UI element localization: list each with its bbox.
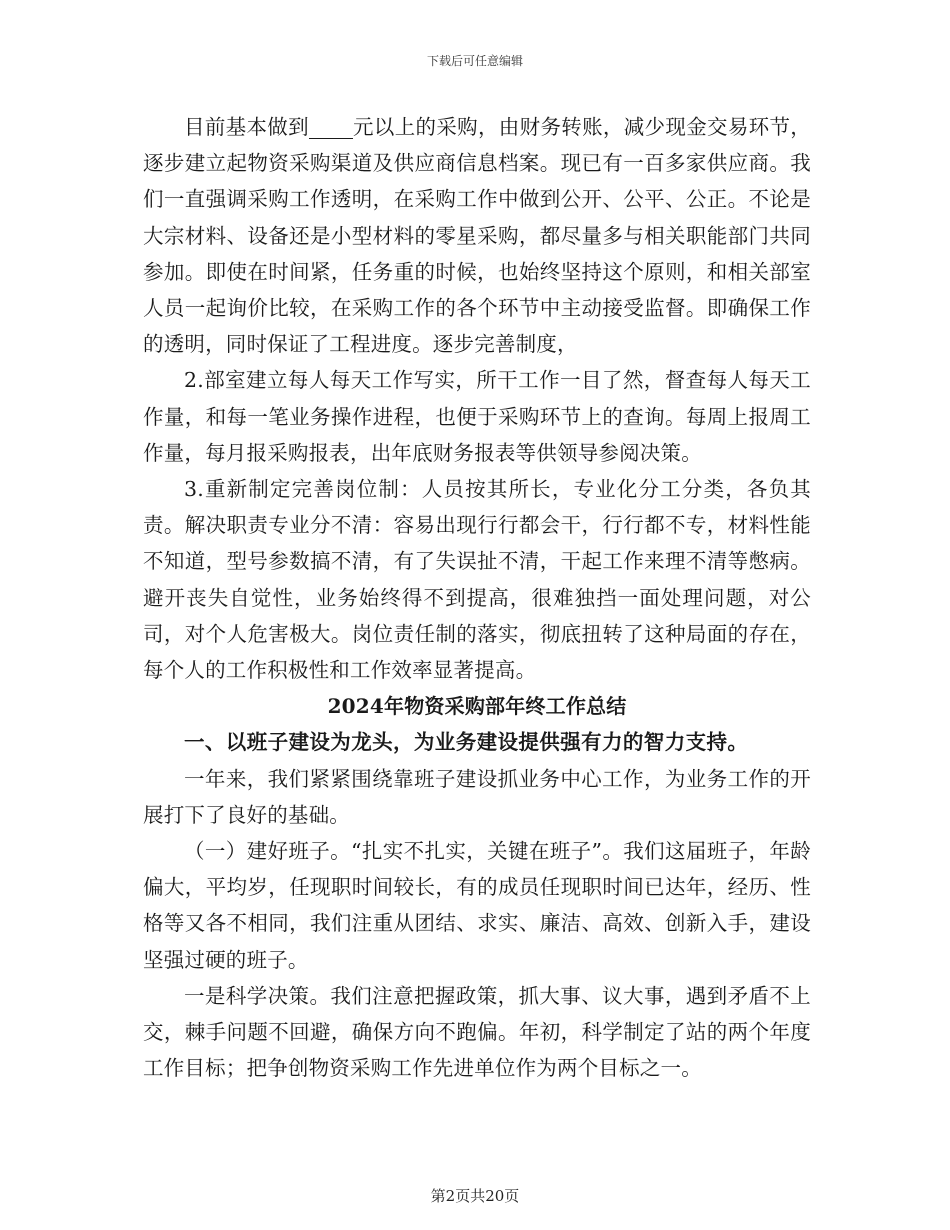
paragraph-work-records: 2.部室建立每人每天工作写实，所干工作一目了然，督查每人每天工作量，和每一笔业务操作进程，也便于采购环节上的查询。每周上报周工作量，每月报采购报表，出年底财务报表等供领导参阅决策。 xyxy=(143,368,811,465)
paragraph-text: 目前基本做到 xyxy=(184,115,309,139)
fill-in-blank xyxy=(309,116,353,139)
paragraph-team-building: 一年来，我们紧紧围绕靠班子建设抓业务中心工作，为业务工作的开展打下了良好的基础。 xyxy=(143,766,811,827)
document-body xyxy=(143,109,811,1086)
document-title: 2024年物资采购部年终工作总结 xyxy=(327,694,627,719)
paragraph-build-leadership: （一）建好班子。“扎实不扎实，关键在班子”。我们这届班子，年龄偏大，平均岁，任现职时间较长，有的成员任现职时间已达年，经历、性格等又各不相同，我们注重从团结、求实、廉洁、高效、创新入手，建设坚强过硬的班子。 xyxy=(143,839,811,972)
paragraph-procurement-transparency xyxy=(143,109,811,362)
section-heading-1: 一、以班子建设为龙头，为业务建设提供强有力的智力支持。 xyxy=(184,730,749,755)
page-header: 下载后可任意编辑 xyxy=(426,54,523,68)
page-footer: 第2页共20页 xyxy=(430,1187,520,1205)
paragraph-scientific-decision: 一是科学决策。我们注意把握政策，抓大事、议大事，遇到矛盾不上交，棘手问题不回避，确保方向不跑偏。年初，科学制定了站的两个年度工作目标；把争创物资采购工作先进单位作为两个目标之一。 xyxy=(143,983,811,1081)
paragraph-text: 元以上的采购，由财务转账，减少现金交易环节，逐步建立起物资采购渠道及供应商信息档案。现已有一百多家供应商。我们一直强调采购工作透明，在采购工作中做到公开、公平、公正。不论是大宗材料、设备还是小型材料的零星采购，都尽量多与相关职能部门共同参加。即使在时间紧，任务重的时候，也始终坚持这个原则，和相关部室人员一起询价比较，在采购工作的各个环节中主动接受监督。即确保工作的透明，同时保证了工程进度。逐步完善制度， xyxy=(143,115,812,357)
paragraph-post-system: 3.重新制定完善岗位制：人员按其所长，专业化分工分类，各负其责。解决职责专业分不清：容易出现行行都会干，行行都不专，材料性能不知道，型号参数搞不清，有了失误扯不清，干起工作来理不清等憋病。避开丧失自觉性，业务始终得不到提高，很难独挡一面处理问题，对公司，对个人危害极大。岗位责任制的落实，彻底扭转了这种局面的存在，每个人的工作积极性和工作效率显著提高。 xyxy=(143,477,811,683)
